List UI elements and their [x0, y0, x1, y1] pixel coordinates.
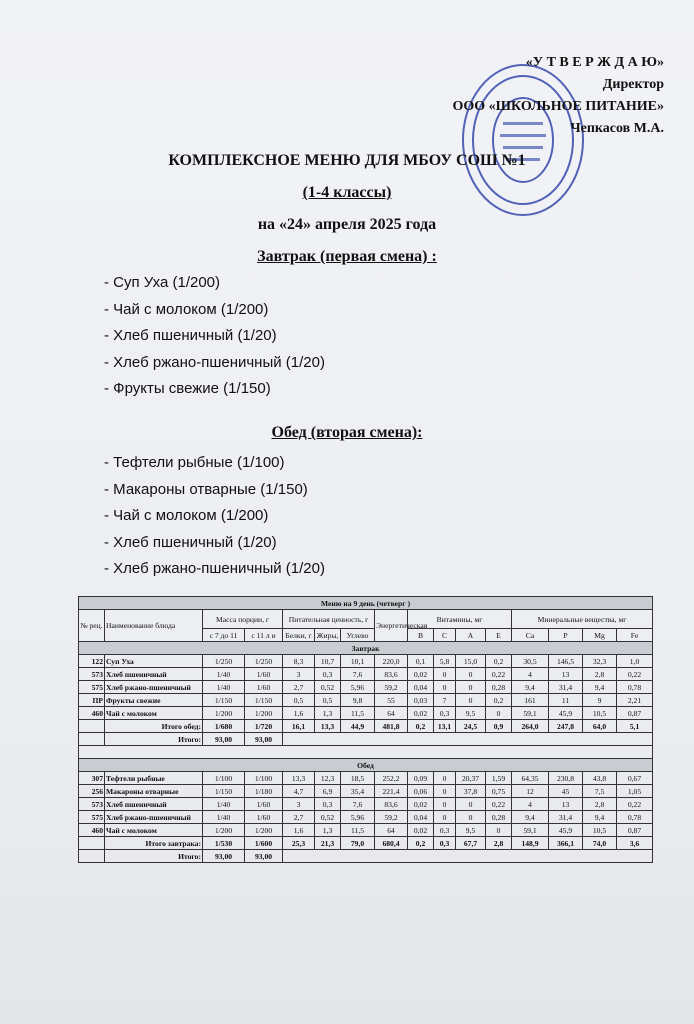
table-cell: 0,28 — [486, 681, 512, 694]
table-cell: 0 — [434, 772, 456, 785]
section-title: Обед — [79, 759, 653, 772]
table-row — [79, 785, 653, 798]
table-cell: 460 — [79, 824, 105, 837]
table-cell: 1/200 — [203, 824, 245, 837]
table-cell: 9,4 — [512, 811, 549, 824]
blank-row — [79, 746, 653, 759]
table-cell: 0,22 — [617, 668, 653, 681]
table-cell: 83,6 — [375, 798, 408, 811]
total-cell: 481,8 — [375, 720, 408, 733]
total-cell: 2,8 — [486, 837, 512, 850]
table-cell: 1/40 — [203, 681, 245, 694]
approval-line-1: «У Т В Е Р Ж Д А Ю» — [525, 55, 664, 70]
header-minerals: Минеральные вещества, мг — [512, 610, 653, 629]
table-row — [79, 668, 653, 681]
sum-cell: 93,00 — [245, 850, 283, 863]
sum-cell: Итого: — [105, 733, 203, 746]
section-title: Завтрак — [79, 642, 653, 655]
table-cell: 0 — [456, 694, 486, 707]
table-cell: 0,09 — [408, 772, 434, 785]
approval-block — [453, 52, 665, 140]
breakfast-list — [104, 270, 325, 403]
table-cell: 5,8 — [434, 655, 456, 668]
document-title: КОМПЛЕКСНОЕ МЕНЮ ДЛЯ МБОУ СОШ №1 — [168, 152, 526, 169]
list-item: - Хлеб пшеничный (1/20) — [104, 533, 277, 551]
table-cell: 32,3 — [583, 655, 617, 668]
table-cell: 0 — [434, 681, 456, 694]
table-cell: 0,28 — [486, 811, 512, 824]
table-cell: 0,2 — [486, 694, 512, 707]
sum-row — [79, 733, 653, 746]
table-cell — [283, 850, 653, 863]
table-cell: 12,3 — [315, 772, 341, 785]
table-cell — [283, 733, 653, 746]
approval-line-3: ООО «ШКОЛЬНОЕ ПИТАНИЕ» — [452, 99, 664, 114]
table-cell: 1/200 — [245, 824, 283, 837]
table-cell: 10,1 — [341, 655, 375, 668]
header-min: Fe — [617, 629, 653, 642]
table-cell: 64,35 — [512, 772, 549, 785]
table-row — [79, 824, 653, 837]
table-cell: 1,3 — [315, 707, 341, 720]
sum-row — [79, 850, 653, 863]
table-cell: 1/250 — [245, 655, 283, 668]
table-cell: 1/150 — [245, 694, 283, 707]
sum-cell: 93,00 — [203, 733, 245, 746]
table-cell — [79, 733, 105, 746]
total-cell: 79,0 — [341, 837, 375, 850]
table-cell: 0,02 — [408, 668, 434, 681]
table-cell: 45 — [549, 785, 583, 798]
table-cell: 1/60 — [245, 798, 283, 811]
table-cell: 573 — [79, 798, 105, 811]
total-cell: Итого обед: — [105, 720, 203, 733]
table-cell: 3 — [283, 798, 315, 811]
header-mass: Масса порции, г — [203, 610, 283, 629]
table-cell: 1/60 — [245, 668, 283, 681]
table-row — [79, 772, 653, 785]
total-row — [79, 720, 653, 733]
table-row — [79, 694, 653, 707]
list-item: - Хлеб пшеничный (1/20) — [104, 327, 277, 344]
breakfast-heading: Завтрак (первая смена) : — [257, 248, 437, 265]
table-cell: Тефтели рыбные — [105, 772, 203, 785]
header-mass-2: с 11 л и — [245, 629, 283, 642]
table-cell: 45,9 — [549, 824, 583, 837]
total-cell: 247,8 — [549, 720, 583, 733]
table-cell: 0,1 — [408, 655, 434, 668]
table-cell: 0,02 — [408, 824, 434, 837]
table-cell: 1/40 — [203, 798, 245, 811]
table-row — [79, 681, 653, 694]
table-cell: 10,7 — [315, 655, 341, 668]
list-item: - Суп Уха (1/200) — [104, 274, 221, 291]
total-row — [79, 837, 653, 850]
table-cell: 1/60 — [245, 811, 283, 824]
table-cell — [79, 720, 105, 733]
section-row — [79, 642, 653, 655]
table-cell: 31,4 — [549, 681, 583, 694]
total-cell: 5,1 — [617, 720, 653, 733]
table-cell: 1/200 — [203, 707, 245, 720]
table-cell: 31,4 — [549, 811, 583, 824]
list-item: - Чай с молоком (1/200) — [104, 507, 269, 524]
table-cell: 0,02 — [408, 798, 434, 811]
total-cell: 264,0 — [512, 720, 549, 733]
header-min: Mg — [583, 629, 617, 642]
table-cell: 10,5 — [583, 707, 617, 720]
approval-line-2: Директор — [602, 77, 664, 92]
header-vit: A — [456, 629, 486, 642]
table-cell: 18,5 — [341, 772, 375, 785]
list-item: - Хлеб ржано-пшеничный (1/20) — [104, 560, 325, 577]
total-cell: 1/600 — [245, 837, 283, 850]
table-cell: 0 — [434, 668, 456, 681]
total-cell: 21,3 — [315, 837, 341, 850]
table-cell: 1/250 — [203, 655, 245, 668]
table-cell: 0 — [456, 811, 486, 824]
table-cell: 3 — [283, 668, 315, 681]
table-cell: 0,3 — [434, 824, 456, 837]
table-cell: 0,5 — [283, 694, 315, 707]
table-cell — [79, 837, 105, 850]
table-cell: 0,3 — [315, 668, 341, 681]
table-cell: 9,4 — [583, 811, 617, 824]
table-cell: 11 — [549, 694, 583, 707]
table-cell: 2,8 — [583, 798, 617, 811]
table-cell: 4 — [512, 798, 549, 811]
sum-cell: 93,00 — [245, 733, 283, 746]
sum-cell: 93,00 — [203, 850, 245, 863]
table-cell: 13 — [549, 798, 583, 811]
total-cell: 24,5 — [456, 720, 486, 733]
nutrition-table — [78, 596, 653, 863]
table-cell: 83,6 — [375, 668, 408, 681]
table-cell: 575 — [79, 811, 105, 824]
header-vit: E — [486, 629, 512, 642]
table-cell: 64 — [375, 824, 408, 837]
table-row — [79, 655, 653, 668]
table-row — [79, 798, 653, 811]
table-cell: 0,06 — [408, 785, 434, 798]
table-cell: 43,8 — [583, 772, 617, 785]
classes-label: (1-4 классы) — [302, 184, 392, 201]
total-cell: 0,2 — [408, 720, 434, 733]
sum-cell: Итого: — [105, 850, 203, 863]
table-cell: 30,5 — [512, 655, 549, 668]
table-cell: 59,1 — [512, 707, 549, 720]
table-cell: Хлеб пшеничный — [105, 798, 203, 811]
total-cell: 148,9 — [512, 837, 549, 850]
table-cell: 8,3 — [283, 655, 315, 668]
table-cell: 35,4 — [341, 785, 375, 798]
table-cell: 1,6 — [283, 824, 315, 837]
list-item: - Макароны отварные (1/150) — [104, 480, 308, 498]
header-protein: Белки, г — [283, 629, 315, 642]
table-cell: 2,7 — [283, 681, 315, 694]
table-cell: 0 — [434, 811, 456, 824]
table-cell: 0,22 — [617, 798, 653, 811]
table-cell: 1/180 — [245, 785, 283, 798]
table-cell: Чай с молоком — [105, 707, 203, 720]
table-cell: 220,0 — [375, 655, 408, 668]
table-cell: 221,4 — [375, 785, 408, 798]
table-cell: 1/100 — [203, 772, 245, 785]
table-cell: 0 — [456, 681, 486, 694]
table-cell: 0,3 — [434, 707, 456, 720]
header-rec: № рец. — [79, 610, 105, 642]
table-cell — [79, 850, 105, 863]
table-cell: 15,0 — [456, 655, 486, 668]
table-cell: 0,2 — [486, 655, 512, 668]
table-cell: 146,5 — [549, 655, 583, 668]
table-cell: 0 — [456, 668, 486, 681]
table-cell: 2,8 — [583, 668, 617, 681]
table-cell: 122 — [79, 655, 105, 668]
header-vit: C — [434, 629, 456, 642]
table-cell: 0 — [434, 798, 456, 811]
table-cell: 1/150 — [203, 694, 245, 707]
table-cell: 0,78 — [617, 681, 653, 694]
total-cell: 25,3 — [283, 837, 315, 850]
table-cell: 4,7 — [283, 785, 315, 798]
total-cell: 1/720 — [245, 720, 283, 733]
total-cell: Итого завтрака: — [105, 837, 203, 850]
header-vitamins: Витамины, мг — [408, 610, 512, 629]
table-cell: 0,03 — [408, 694, 434, 707]
table-cell: 59,1 — [512, 824, 549, 837]
section-row — [79, 759, 653, 772]
table-cell: Фрукты свежие — [105, 694, 203, 707]
total-cell: 13,1 — [434, 720, 456, 733]
table-cell: 59,2 — [375, 681, 408, 694]
table-cell: 11,5 — [341, 824, 375, 837]
table-cell: 55 — [375, 694, 408, 707]
table-cell: 7,6 — [341, 798, 375, 811]
table-cell: 1,6 — [283, 707, 315, 720]
lunch-heading: Обед (вторая смена): — [271, 424, 423, 441]
table-cell: 0,5 — [315, 694, 341, 707]
table-cell: 5,96 — [341, 811, 375, 824]
table-cell: 0,52 — [315, 811, 341, 824]
approval-line-4: Чепкасов М.А. — [570, 121, 664, 136]
total-cell: 0,3 — [434, 837, 456, 850]
table-cell: 20,37 — [456, 772, 486, 785]
list-item: - Тефтели рыбные (1/100) — [104, 454, 285, 471]
table-cell: 252,2 — [375, 772, 408, 785]
header-carbs: Углево — [341, 629, 375, 642]
list-item: - Фрукты свежие (1/150) — [104, 380, 271, 397]
table-cell: 7,6 — [341, 668, 375, 681]
table-cell: 0 — [456, 798, 486, 811]
header-fat: Жиры, — [315, 629, 341, 642]
table-cell: 5,96 — [341, 681, 375, 694]
table-cell: Суп Уха — [105, 655, 203, 668]
table-cell: Чай с молоком — [105, 824, 203, 837]
table-cell: 0 — [434, 785, 456, 798]
table-cell: 11,5 — [341, 707, 375, 720]
table-cell: 9,5 — [456, 707, 486, 720]
table-cell: 1/150 — [203, 785, 245, 798]
date-label: на «24» апреля 2025 года — [257, 216, 437, 233]
table-cell: Хлеб ржано-пшеничный — [105, 811, 203, 824]
list-item: - Чай с молоком (1/200) — [104, 300, 269, 318]
total-cell: 3,6 — [617, 837, 653, 850]
total-cell: 74,0 — [583, 837, 617, 850]
table-cell: 37,8 — [456, 785, 486, 798]
table-cell: 0,04 — [408, 681, 434, 694]
list-item: - Хлеб ржано-пшеничный (1/20) — [104, 353, 325, 371]
table-cell: 1/60 — [245, 681, 283, 694]
table-cell: 256 — [79, 785, 105, 798]
table-cell: 9,5 — [456, 824, 486, 837]
table-cell: 1/40 — [203, 668, 245, 681]
header-name: Наименование блюда — [105, 610, 203, 642]
total-cell: 0,2 — [408, 837, 434, 850]
total-cell: 13,3 — [315, 720, 341, 733]
table-cell: 2,7 — [283, 811, 315, 824]
table-cell: 1,0 — [617, 655, 653, 668]
table-row — [79, 707, 653, 720]
table-cell: 0,52 — [315, 681, 341, 694]
table-cell: 13 — [549, 668, 583, 681]
table-cell: 1/40 — [203, 811, 245, 824]
table-cell: 0,67 — [617, 772, 653, 785]
table-cell: 0 — [486, 824, 512, 837]
table-cell: 307 — [79, 772, 105, 785]
table-cell: 0,22 — [486, 668, 512, 681]
header-vit: B — [408, 629, 434, 642]
table-cell: ПР — [79, 694, 105, 707]
table-cell: 7 — [434, 694, 456, 707]
total-cell: 1/530 — [203, 837, 245, 850]
total-cell: 67,7 — [456, 837, 486, 850]
table-cell: 1/100 — [245, 772, 283, 785]
table-cell — [79, 746, 653, 759]
table-cell: 0,3 — [315, 798, 341, 811]
total-cell: 44,9 — [341, 720, 375, 733]
header-min: P — [549, 629, 583, 642]
table-cell: 0,02 — [408, 707, 434, 720]
table-cell: 0,87 — [617, 707, 653, 720]
header-min: Ca — [512, 629, 549, 642]
table-cell: 1,05 — [617, 785, 653, 798]
table-cell: 12 — [512, 785, 549, 798]
total-cell: 1/680 — [203, 720, 245, 733]
header-mass-1: с 7 до 11 — [203, 629, 245, 642]
table-cell: 573 — [79, 668, 105, 681]
table-cell: 0,04 — [408, 811, 434, 824]
header-nutrition: Питательная ценность, г — [283, 610, 375, 629]
table-cell: Хлеб пшеничный — [105, 668, 203, 681]
table-cell: 9 — [583, 694, 617, 707]
table-cell: 10,5 — [583, 824, 617, 837]
nutrition-table-wrap — [78, 596, 652, 863]
total-cell: 64,0 — [583, 720, 617, 733]
table-cell: Хлеб ржано-пшеничный — [105, 681, 203, 694]
header-energy: Энергетическая — [375, 610, 408, 642]
table-cell: 0,78 — [617, 811, 653, 824]
table-cell: 59,2 — [375, 811, 408, 824]
table-cell: 575 — [79, 681, 105, 694]
table-cell: 230,8 — [549, 772, 583, 785]
total-cell: 0,9 — [486, 720, 512, 733]
table-caption: Меню на 9 день (четверг ) — [79, 597, 653, 610]
table-cell: 0,75 — [486, 785, 512, 798]
table-cell: 0,87 — [617, 824, 653, 837]
table-cell: 9,8 — [341, 694, 375, 707]
table-cell: 1,3 — [315, 824, 341, 837]
table-row — [79, 811, 653, 824]
total-cell: 366,1 — [549, 837, 583, 850]
table-cell: 64 — [375, 707, 408, 720]
table-cell: 1,59 — [486, 772, 512, 785]
total-cell: 680,4 — [375, 837, 408, 850]
table-cell: 4 — [512, 668, 549, 681]
lunch-list — [104, 450, 325, 583]
table-cell: 9,4 — [512, 681, 549, 694]
table-cell: 0,22 — [486, 798, 512, 811]
table-cell: 2,21 — [617, 694, 653, 707]
table-cell: 1/200 — [245, 707, 283, 720]
table-cell: 460 — [79, 707, 105, 720]
table-cell: Макароны отварные — [105, 785, 203, 798]
table-cell: 6,9 — [315, 785, 341, 798]
table-cell: 161 — [512, 694, 549, 707]
table-cell: 45,9 — [549, 707, 583, 720]
table-cell: 9,4 — [583, 681, 617, 694]
table-cell: 13,3 — [283, 772, 315, 785]
table-cell: 7,5 — [583, 785, 617, 798]
table-cell: 0 — [486, 707, 512, 720]
total-cell: 16,1 — [283, 720, 315, 733]
